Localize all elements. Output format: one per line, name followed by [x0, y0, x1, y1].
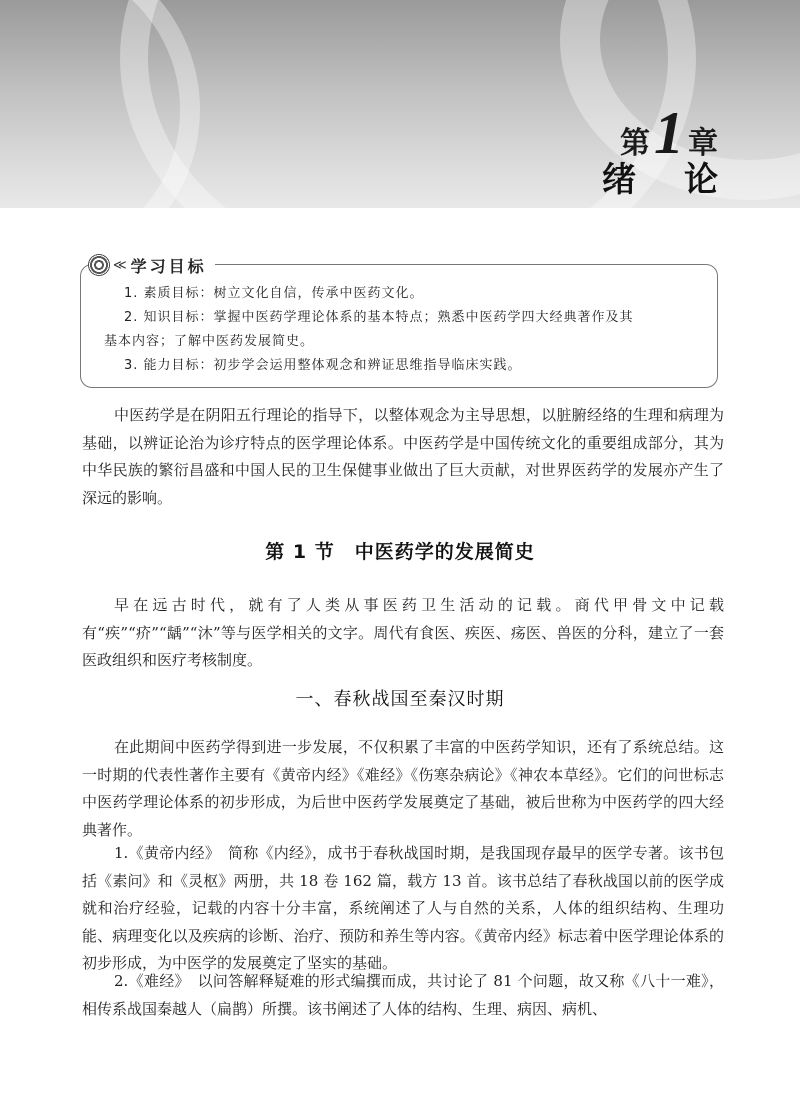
chapter-suffix: 章: [688, 126, 718, 161]
chapter-number-digit: 1: [654, 100, 684, 166]
classic-text-paragraph: 1.《黄帝内经》 简称《内经》，成书于春秋战国时期，是我国现存最早的医学专著。该书包括《素问》和《灵枢》两册，共 18 卷 162 篇，载方 13 首。该书总结了春秋战国以前的医学成就和治疗经验，记载的内容十分丰富，系统阐述了人与自然的关系，人体的组织结构、生理功能、病理变化以及疾病的诊断、治疗、预防和养生等内容。《黄帝内经》标志着中医学理论体系的初步形成，为中医学的发展奠定了坚实的基础。: [82, 844, 724, 972]
chapter-prefix: 第: [620, 126, 650, 161]
learning-goals-title: 学习目标: [130, 256, 207, 276]
chapter-title: 绪论: [602, 160, 766, 200]
goal-item: 2. 知识目标：掌握中医药学理论体系的基本特点；熟悉中医药学四大经典著作及其: [124, 310, 634, 325]
banner-decoration: [0, 0, 200, 208]
section-paragraph: 早在远古时代，就有了人类从事医药卫生活动的记载。商代甲骨文中记载有“疾”“疥”“龋”“沐”等与医学相关的文字。周代有食医、疾医、疡医、兽医的分科，建立了一套医政组织和医疗考核制度。: [82, 596, 724, 669]
intro-paragraph: 中医药学是在阴阳五行理论的指导下，以整体观念为主导思想，以脏腑经络的生理和病理为基础，以辨证论治为诊疗特点的医学理论体系。中医药学是中国传统文化的重要组成部分，其为中华民族的繁衍昌盛和中国人民的卫生保健事业做出了巨大贡献，对世界医药学的发展亦产生了深远的影响。: [82, 406, 724, 507]
goal-item-continued: 基本内容；了解中医药发展简史。: [104, 334, 315, 349]
learning-goals-header: [88, 252, 215, 278]
subsection-title: 一、春秋战国至秦汉时期: [295, 689, 505, 710]
target-icon: [88, 254, 110, 276]
goal-item: 1. 素质目标：树立文化自信，传承中医药文化。: [124, 286, 424, 301]
goal-item: 3. 能力目标：初步学会运用整体观念和辨证思维指导临床实践。: [124, 358, 522, 373]
section-title: 第 1 节 中医药学的发展简史: [265, 541, 535, 563]
double-arrow-icon: ≪: [113, 257, 127, 273]
classic-text-paragraph: 2.《难经》 以问答解释疑难的形式编撰而成，共讨论了 81 个问题，故又称《八十一难》，相传系战国秦越人（扁鹊）所撰。该书阐述了人体的结构、生理、病因、病机、: [82, 972, 724, 1018]
learning-goals-list: [84, 282, 712, 378]
subsection-paragraph: 在此期间中医药学得到进一步发展，不仅积累了丰富的中医药学知识，还有了系统总结。这一时期的代表性著作主要有《黄帝内经》《难经》《伤寒杂病论》《神农本草经》。它们的问世标志中医药学理论体系的初步形成，为后世中医药学发展奠定了基础，被后世称为中医药学的四大经典著作。: [82, 738, 724, 839]
